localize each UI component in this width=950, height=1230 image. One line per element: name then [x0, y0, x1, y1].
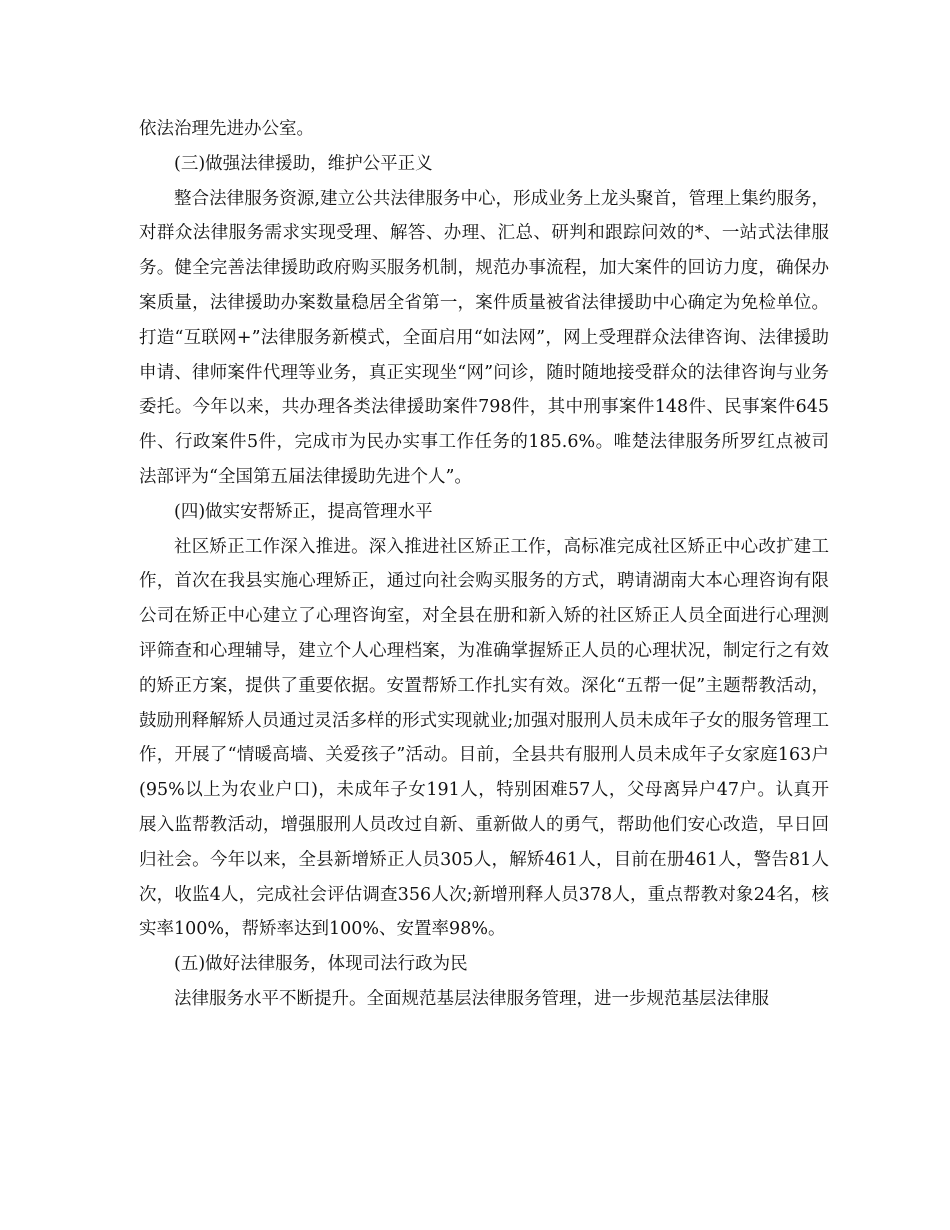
section-heading-legal-service: (五)做好法律服务，体现司法行政为民	[174, 954, 468, 975]
document-page	[139, 112, 829, 1017]
section-heading-legal-aid: (三)做强法律援助，维护公平正义	[174, 153, 433, 174]
section-body-legal-aid: 整合法律服务资源,建立公共法律服务中心，形成业务上龙头聚首，管理上集约服务，对群众法律服务需求实现受理、解答、办理、汇总、研判和跟踪问效的*、一站式法律服务。健全完善法律援助政府购买服务机制，规范办事流程，加大案件的回访力度，确保办案质量，法律援助办案数量稳居全省第一，案件质量被省法律援助中心确定为免检单位。打造“互联网+”法律服务新模式，全面启用“如法网”，网上受理群众法律咨询、法律援助申请、律师案件代理等业务，真正实现坐“网”问诊，随时随地接受群众的法律咨询与业务委托。今年以来，共办理各类法律援助案件798件，其中刑事案件148件、民事案件645件、行政案件5件，完成市为民办实事工作任务的185.6%。唯楚法律服务所罗红点被司法部评为“全国第五届法律援助先进个人”。	[139, 188, 829, 487]
lead-paragraph: 依法治理先进办公室。	[139, 119, 314, 139]
section-heading-correction: (四)做实安帮矫正，提高管理水平	[174, 501, 433, 522]
section-body-legal-service: 法律服务水平不断提升。全面规范基层法律服务管理，进一步规范基层法律服	[174, 988, 769, 1009]
section-body-correction: 社区矫正工作深入推进。深入推进社区矫正工作，高标准完成社区矫正中心改扩建工作，首次在我县实施心理矫正，通过向社会购买服务的方式，聘请湖南大本心理咨询有限公司在矫正中心建立了心理咨询室，对全县在册和新入矫的社区矫正人员全面进行心理测评筛查和心理辅导，建立个人心理档案，为准确掌握矫正人员的心理状况，制定行之有效的矫正方案，提供了重要依据。安置帮矫工作扎实有效。深化“五帮一促”主题帮教活动，鼓励刑释解矫人员通过灵活多样的形式实现就业;加强对服刑人员未成年子女的服务管理工作，开展了“情暖高墙、关爱孩子”活动。目前，全县共有服刑人员未成年子女家庭163户(95%以上为农业户口)，未成年子女191人，特别困难57人，父母离异户47户。认真开展入监帮教活动，增强服刑人员改过自新、重新做人的勇气，帮助他们安心改造，早日回归社会。今年以来，全县新增矫正人员305人，解矫461人，目前在册461人，警告81人次，收监4人，完成社会评估调查356人次;新增刑释人员378人，重点帮教对象24名，核实率100%，帮矫率达到100%、安置率98%。	[139, 536, 829, 940]
